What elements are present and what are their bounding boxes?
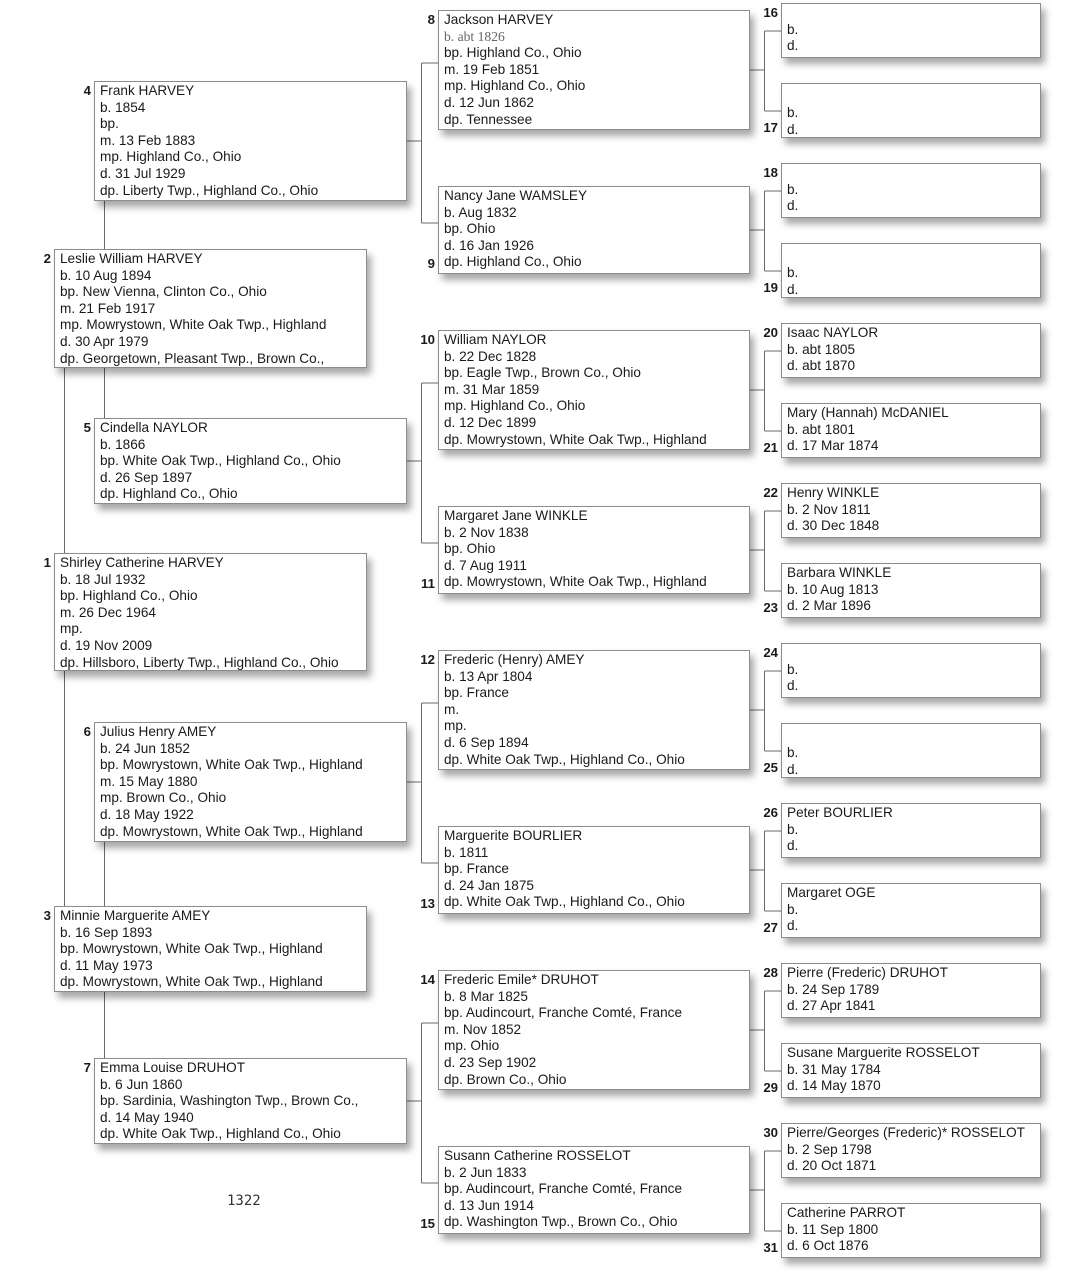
person-fact: d. 13 Jun 1914 [444,1197,534,1213]
person-name: Julius Henry AMEY [100,724,217,739]
person-box-15 [438,1146,750,1234]
person-fact: d. 17 Mar 1874 [787,438,879,454]
person-number: 12 [420,652,435,667]
person-number: 1 [43,555,51,570]
person-name: Susann Catherine ROSSELOT [444,1148,631,1163]
person-number: 19 [763,280,778,295]
person-number: 5 [83,420,91,435]
person-fact: d. 6 Oct 1876 [787,1238,869,1254]
person-box-2 [54,249,367,368]
person-fact: d. [787,121,799,137]
person-number: 14 [420,972,435,987]
person-number: 17 [763,120,778,135]
person-fact: b. 16 Sep 1893 [60,924,153,940]
person-name: Henry WINKLE [787,485,880,500]
person-box-4 [94,81,407,201]
person-fact: dp. Hillsboro, Liberty Twp., Highland Co., Ohio [60,654,339,670]
person-fact: m. [444,701,460,717]
person-fact: b. 11 Sep 1800 [787,1221,879,1237]
person-box-3 [54,906,367,992]
person-fact: bp. Highland Co., Ohio [60,588,198,604]
person-name [787,85,1035,105]
person-fact: dp. Liberty Twp., Highland Co., Ohio [100,182,319,198]
person-fact: m. 21 Feb 1917 [60,300,156,316]
person-fact: bp. Ohio [444,221,496,237]
person-fact: d. abt 1870 [787,358,856,374]
person-number: 18 [763,165,778,180]
person-fact: mp. Highland Co., Ohio [100,149,242,165]
page-number: 1322 [227,1193,261,1209]
person-name [787,725,1035,745]
person-fact: dp. Mowrystown, White Oak Twp., Highland [60,974,323,990]
person-number: 6 [83,724,91,739]
person-fact: d. 6 Sep 1894 [444,734,529,750]
person-fact: b. [787,661,799,677]
person-fact: d. 14 May 1870 [787,1078,881,1094]
person-name: Marguerite BOURLIER [444,828,583,843]
person-box-20 [781,323,1041,378]
person-name: Emma Louise DRUHOT [100,1060,246,1075]
person-box-11 [438,506,750,594]
person-fact: b. 10 Aug 1813 [787,581,879,597]
person-fact: b. abt 1805 [787,341,856,357]
person-fact: b. 1866 [100,436,146,452]
person-fact: mp. Brown Co., Ohio [100,790,227,806]
person-name: Catherine PARROT [787,1205,906,1220]
person-fact: b. 1811 [444,844,489,860]
person-number: 11 [421,576,435,591]
person-number: 23 [763,600,778,615]
person-box-23 [781,563,1041,618]
person-fact: b. 24 Jun 1852 [100,740,190,756]
person-fact: bp. [100,116,119,132]
person-fact: d. [787,838,799,854]
person-fact: dp. Brown Co., Ohio [444,1071,567,1087]
person-box-16 [781,3,1041,58]
person-fact: mp. [444,718,467,734]
person-fact: b. [787,821,799,837]
person-fact: b. [787,265,799,280]
person-fact: d. 31 Jul 1929 [100,165,186,181]
person-fact: d. [787,281,799,297]
person-box-29 [781,1043,1041,1098]
person-fact: b. 2 Nov 1838 [444,524,529,540]
person-fact: dp. Tennessee [444,111,533,127]
person-number: 10 [420,332,435,347]
person-fact: b. [787,901,799,917]
person-box-22 [781,483,1041,538]
person-box-18 [781,163,1041,218]
person-name: Mary (Hannah) McDANIEL [787,405,949,420]
person-fact: m. 13 Feb 1883 [100,132,196,148]
person-box-30 [781,1123,1041,1178]
person-fact: m. 26 Dec 1964 [60,604,156,620]
person-fact: d. 12 Dec 1899 [444,414,537,430]
person-name: Minnie Marguerite AMEY [60,908,211,923]
person-fact: m. 15 May 1880 [100,773,198,789]
person-number: 20 [763,325,778,340]
person-fact: d. [787,38,799,54]
person-fact: d. [787,918,799,934]
person-number: 25 [763,760,778,775]
person-box-27 [781,883,1041,938]
person-box-12 [438,650,750,770]
person-name: Leslie William HARVEY [60,251,203,266]
person-fact: bp. Ohio [444,541,496,557]
person-fact: b. 13 Apr 1804 [444,668,533,684]
person-number: 9 [427,256,435,271]
person-fact: d. 19 Nov 2009 [60,637,153,653]
person-number: 13 [420,896,435,911]
person-fact: b. 2 Sep 1798 [787,1141,872,1157]
person-fact: d. 27 Apr 1841 [787,998,876,1014]
person-fact: dp. White Oak Twp., Highland Co., Ohio [444,751,685,767]
person-fact: m. 19 Feb 1851 [444,61,540,77]
person-box-1 [54,553,367,671]
person-fact: bp. France [444,685,509,701]
person-number: 22 [763,485,778,500]
person-number: 27 [763,920,778,935]
person-fact: mp. Highland Co., Ohio [444,398,586,414]
person-box-5 [94,418,407,504]
person-fact: bp. New Vienna, Clinton Co., Ohio [60,284,267,300]
person-fact: d. 12 Jun 1862 [444,94,534,110]
person-box-24 [781,643,1041,698]
person-box-21 [781,403,1041,458]
person-fact: b. Aug 1832 [444,204,517,220]
person-name: Isaac NAYLOR [787,325,879,340]
person-number: 28 [763,965,778,980]
person-name: Cindella NAYLOR [100,420,208,435]
person-fact: b. 6 Jun 1860 [100,1076,183,1092]
person-fact: d. [787,761,799,777]
person-fact: bp. Mowrystown, White Oak Twp., Highland [60,941,323,957]
person-fact: d. 14 May 1940 [100,1109,194,1125]
person-fact: bp. White Oak Twp., Highland Co., Ohio [100,453,341,469]
person-name: Nancy Jane WAMSLEY [444,188,588,203]
person-box-9 [438,186,750,274]
person-number: 3 [43,908,51,923]
person-fact: d. 7 Aug 1911 [444,557,527,573]
person-fact: d. 16 Jan 1926 [444,237,534,253]
person-name: Margaret OGE [787,885,876,900]
person-fact: d. 30 Apr 1979 [60,333,149,349]
person-fact: b. [787,745,799,760]
person-fact: d. [787,678,799,694]
person-number: 26 [763,805,778,820]
person-fact: d. 2 Mar 1896 [787,598,871,614]
person-fact: b. [787,21,799,37]
person-number: 2 [43,251,51,266]
person-box-26 [781,803,1041,858]
person-box-13 [438,826,750,914]
person-fact: d. 30 Dec 1848 [787,518,880,534]
person-fact: dp. Mowrystown, White Oak Twp., Highland [444,431,707,447]
person-name: Barbara WINKLE [787,565,892,580]
person-number: 21 [763,440,778,455]
person-fact: d. [787,198,799,214]
person-fact: d. 24 Jan 1875 [444,877,534,893]
person-fact: dp. Highland Co., Ohio [444,254,582,270]
person-fact: dp. White Oak Twp., Highland Co., Ohio [100,1126,341,1142]
person-fact: b. 31 May 1784 [787,1061,881,1077]
person-fact: b. 8 Mar 1825 [444,988,528,1004]
person-number: 16 [763,5,778,20]
person-fact: m. Nov 1852 [444,1021,522,1037]
person-number: 7 [83,1060,91,1075]
person-name [787,165,1035,182]
person-fact: bp. Sardinia, Washington Twp., Brown Co., [100,1093,359,1109]
person-fact: dp. Georgetown, Pleasant Twp., Brown Co., [60,350,325,366]
person-fact: dp. White Oak Twp., Highland Co., Ohio [444,894,685,910]
person-fact: b. 10 Aug 1894 [60,267,152,283]
person-fact: bp. Audincourt, Franche Comté, France [444,1181,683,1197]
person-box-17 [781,83,1041,138]
person-fact: d. 23 Sep 1902 [444,1054,537,1070]
person-number: 8 [427,12,435,27]
person-box-31 [781,1203,1041,1258]
person-fact: b. 18 Jul 1932 [60,571,146,587]
person-fact: d. 26 Sep 1897 [100,469,193,485]
person-box-8 [438,10,750,130]
person-box-28 [781,963,1041,1018]
person-fact: bp. Audincourt, Franche Comté, France [444,1005,683,1021]
person-number: 15 [420,1216,435,1231]
person-box-14 [438,970,750,1090]
person-fact: b. 24 Sep 1789 [787,981,880,997]
person-name: Frank HARVEY [100,83,195,98]
person-number: 29 [763,1080,778,1095]
person-box-25 [781,723,1041,778]
person-fact: mp. [60,621,83,637]
person-fact: b. [787,105,799,120]
person-fact: m. 31 Mar 1859 [444,381,540,397]
person-name: Frederic (Henry) AMEY [444,652,585,667]
person-number: 30 [763,1125,778,1140]
person-fact: b. abt 1826 [444,28,505,44]
person-fact: d. 20 Oct 1871 [787,1158,877,1174]
person-box-10 [438,330,750,450]
person-fact: bp. Highland Co., Ohio [444,45,582,61]
person-number: 31 [763,1240,778,1255]
person-box-7 [94,1058,407,1144]
person-fact: mp. Highland Co., Ohio [444,78,586,94]
person-name: Peter BOURLIER [787,805,893,820]
person-number: 24 [763,645,778,660]
person-fact: mp. Mowrystown, White Oak Twp., Highland [60,317,327,333]
person-number: 4 [83,83,91,98]
person-box-6 [94,722,407,842]
person-name [787,245,1035,265]
person-fact: dp. Highland Co., Ohio [100,486,238,502]
person-fact: d. 18 May 1922 [100,806,194,822]
person-box-19 [781,243,1041,298]
person-fact: b. 22 Dec 1828 [444,348,537,364]
person-name [787,5,1035,22]
person-fact: b. [787,181,799,197]
person-name: Shirley Catherine HARVEY [60,555,224,570]
person-fact: d. 11 May 1973 [60,957,153,973]
person-fact: dp. Mowrystown, White Oak Twp., Highland [444,574,707,590]
person-name: Margaret Jane WINKLE [444,508,588,523]
person-fact: b. 1854 [100,99,146,115]
person-fact: dp. Washington Twp., Brown Co., Ohio [444,1214,678,1230]
person-fact: mp. Ohio [444,1038,500,1054]
person-name: Frederic Emile* DRUHOT [444,972,599,987]
person-name: Pierre (Frederic) DRUHOT [787,965,948,980]
person-name: Susane Marguerite ROSSELOT [787,1045,980,1060]
person-fact: b. 2 Nov 1811 [787,501,871,517]
person-name [787,645,1035,662]
person-fact: b. abt 1801 [787,421,856,437]
person-name: Pierre/Georges (Frederic)* ROSSELOT [787,1125,1025,1140]
person-fact: bp. Eagle Twp., Brown Co., Ohio [444,365,641,381]
person-fact: bp. France [444,861,509,877]
person-name: William NAYLOR [444,332,547,347]
person-fact: dp. Mowrystown, White Oak Twp., Highland [100,823,363,839]
person-fact: bp. Mowrystown, White Oak Twp., Highland [100,757,363,773]
person-fact: b. 2 Jun 1833 [444,1164,527,1180]
person-name: Jackson HARVEY [444,12,554,27]
